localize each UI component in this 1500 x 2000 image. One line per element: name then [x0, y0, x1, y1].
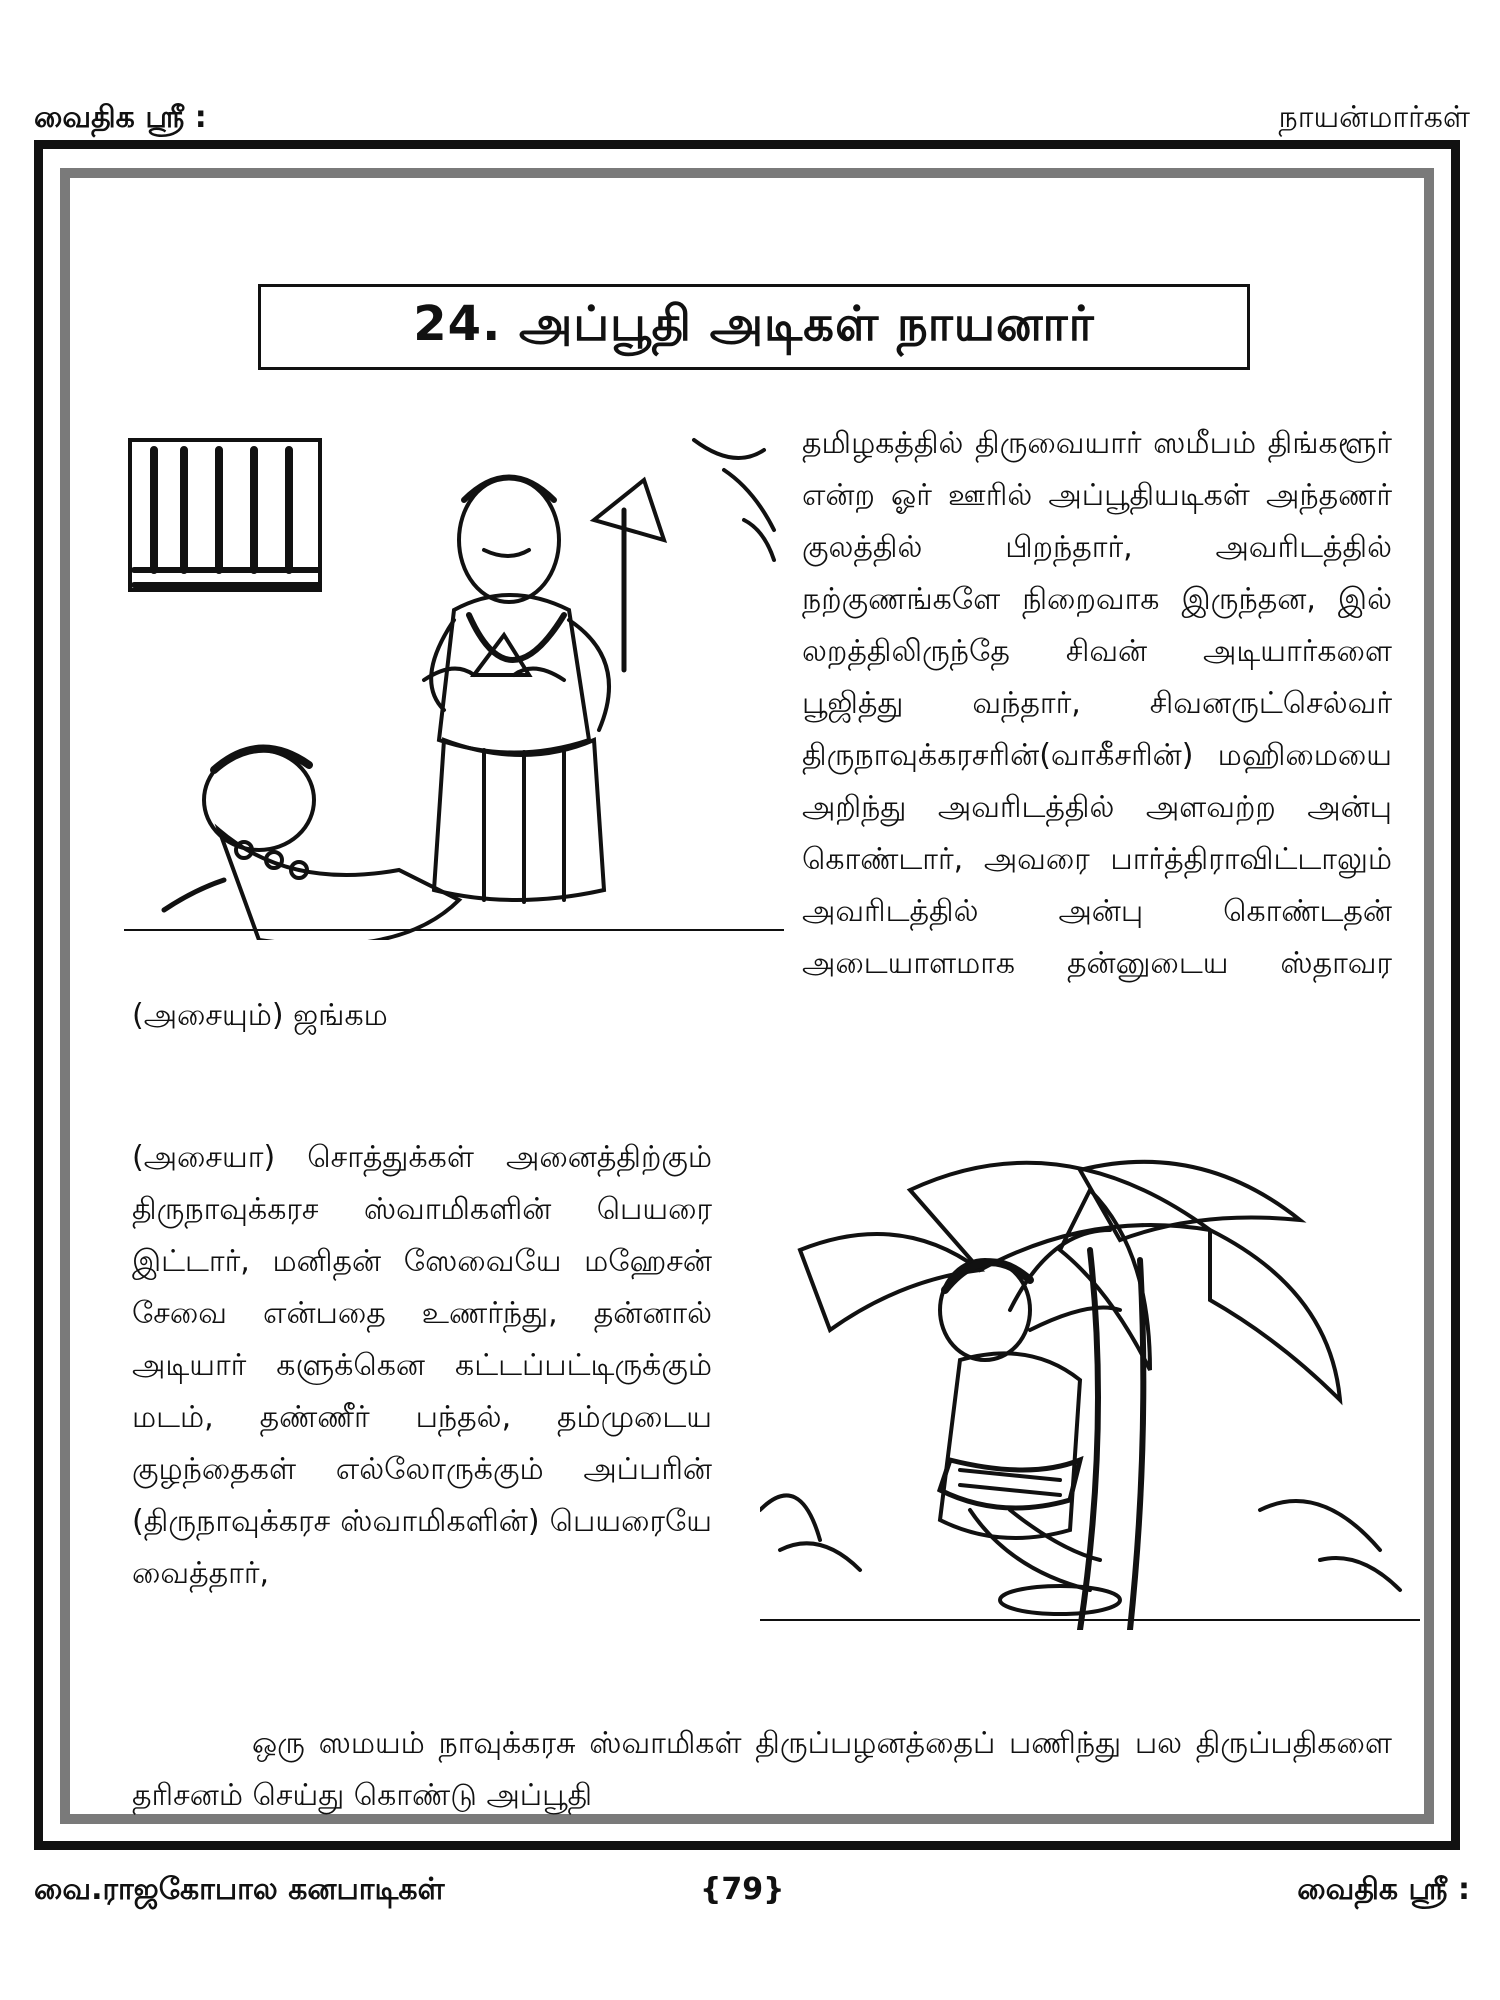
chapter-title: 24. அப்பூதி அடிகள் நாயனார் [258, 284, 1250, 370]
page-number: {79} [700, 1872, 785, 1907]
paragraph-3: ஒரு ஸமயம் நாவுக்கரசு ஸ்வாமிகள் திருப்பழனத்தைப் பணிந்து பல திருப்பதிகளை தரிசனம் செய்து கொண்டு அப்பூதி [132, 1726, 1392, 1813]
illustration-space-1 [132, 424, 782, 944]
illustration-space-2 [732, 1152, 1392, 1652]
header-right: நாயன்மார்கள் [1278, 100, 1470, 135]
paragraph-1 [132, 418, 1392, 1042]
paragraph-2-text: (அசையா) சொத்துக்கள் அனைத்திற்கும் திருநாவுக்கரச ஸ்வாமிகளின் பெயரை இட்டார், மனிதன் ஸேவையே மஹேசன் சேவை என்பதை உணர்ந்து, தன்னால் அடியார் களுக்கென கட்டப்பட்டிருக்கும் மடம், தண்ணீர் பந்தல், தம்முடைய குழந்தைகள் எல்லோருக்கும் அப்பரின் (திருநாவுக்கரச ஸ்வாமிகளின்) பெயரையே வைத்தார், [132, 1140, 712, 1591]
footer-author: வை.ராஜகோபால கனபாடிகள் [34, 1872, 445, 1907]
footer-right: வைதிக ஸ்ரீ : [1297, 1872, 1470, 1907]
paragraph-1-text: தமிழகத்தில் திருவையார் ஸமீபம் திங்களூர் என்ற ஓர் ஊரில் அப்பூதியடிகள் அந்தணர் குலத்தில் பிறந்தார், அவரிடத்தில் நற்குணங்களே நிறைவாக இருந்தன, இல் லறத்திலிருந்தே சிவன் அடியார்களை பூஜித்து வந்தார், சிவனருட்செல்வர் திருநாவுக்கரசரின்(வாகீசரின்) மஹிமையை அறிந்து அவரிடத்தில் அளவற்ற அன்பு கொண்டார், அவரை பார்த்திராவிட்டாலும் அவரிடத்தில் அன்பு கொண்டதன் அடையாளமாக தன்னுடைய ஸ்தாவர (அசையும்) ஜங்கம [132, 426, 1392, 1033]
header-left: வைதிக ஸ்ரீ : [34, 100, 207, 135]
paragraph-2 [132, 1132, 1392, 1652]
